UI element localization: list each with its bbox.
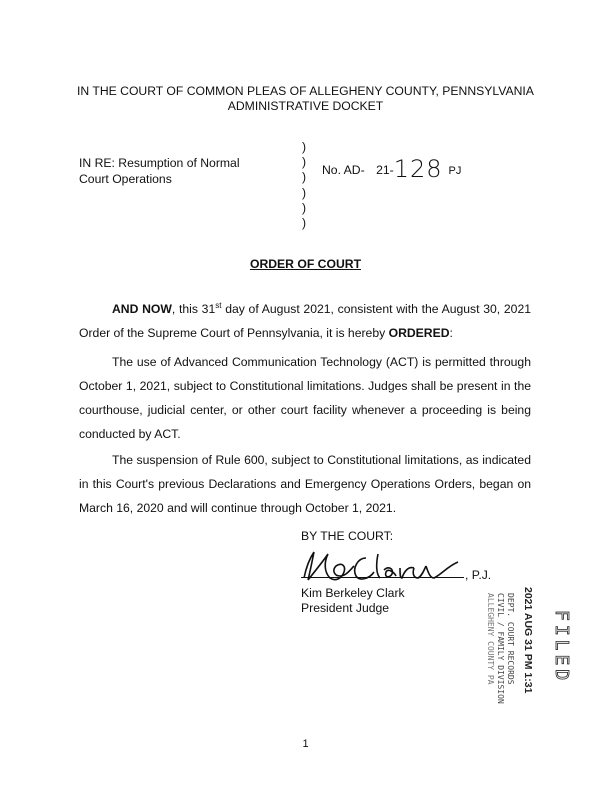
docket-number — [322, 155, 461, 183]
ordered-text: ORDERED — [388, 326, 450, 341]
stamp-line-1: DEPT. COURT RECORDS — [506, 593, 515, 685]
signer-title: President Judge — [301, 601, 390, 615]
paragraph-act: The use of Advanced Communication Technology (ACT) is permitted through October 1, 2021, subject to Constitutional limitations. Judges shall be present in the courthouse, judicial center, or other court facility whenever a proceeding is being conducted by ACT. — [79, 355, 531, 441]
stamp-line-2: CIVIL / FAMILY DIVISION — [496, 593, 505, 704]
docket-year: 21- — [376, 163, 394, 177]
stamp-date: 2021 AUG 31 PM 1:31 — [522, 587, 534, 694]
signature-line — [301, 577, 464, 578]
order-title: ORDER OF COURT — [249, 257, 362, 271]
docket-type: ADMINISTRATIVE DOCKET — [227, 99, 384, 113]
stamp-line-3: ALLEGHENY COUNTY PA — [486, 593, 495, 685]
filed-stamp — [548, 608, 578, 698]
paragraph-and-now: AND NOW, this 31st day of August 2021, consistent with the August 30, 2021 Order of the Supreme Court of Pennsylvania, it is hereby ORDERED: — [79, 301, 531, 341]
signer-block — [301, 586, 405, 616]
case-caption — [79, 155, 240, 187]
page-number: 1 — [302, 738, 309, 750]
signer-name: Kim Berkeley Clark — [301, 586, 405, 600]
caption-parentheses: ) ) ) ) ) ) — [302, 140, 307, 231]
court-header — [0, 84, 611, 114]
filed-text: FILED — [551, 610, 572, 685]
docket-prefix: No. AD- — [322, 163, 365, 177]
pj-suffix: , P.J. — [465, 568, 492, 582]
in-re-line-1: IN RE: Resumption of Normal — [79, 156, 240, 170]
docket-handwritten-number: 128 — [393, 155, 443, 183]
court-name: IN THE COURT OF COMMON PLEAS OF ALLEGHENY COUNTY, PENNSYLVANIA — [77, 84, 534, 98]
docket-suffix: PJ — [448, 165, 462, 177]
judge-signature — [296, 548, 466, 584]
and-now-lead: AND NOW — [112, 302, 172, 317]
in-re-line-2: Court Operations — [79, 172, 172, 186]
paragraph-rule-600: The suspension of Rule 600, subject to Constitutional limitations, as indicated in this Court's previous Declarations and Emergency Operations Orders, began on March 16, 2020 and will continue through October 1, 2021. — [79, 453, 531, 515]
filing-stamp — [478, 585, 534, 715]
by-the-court: BY THE COURT: — [301, 529, 394, 543]
